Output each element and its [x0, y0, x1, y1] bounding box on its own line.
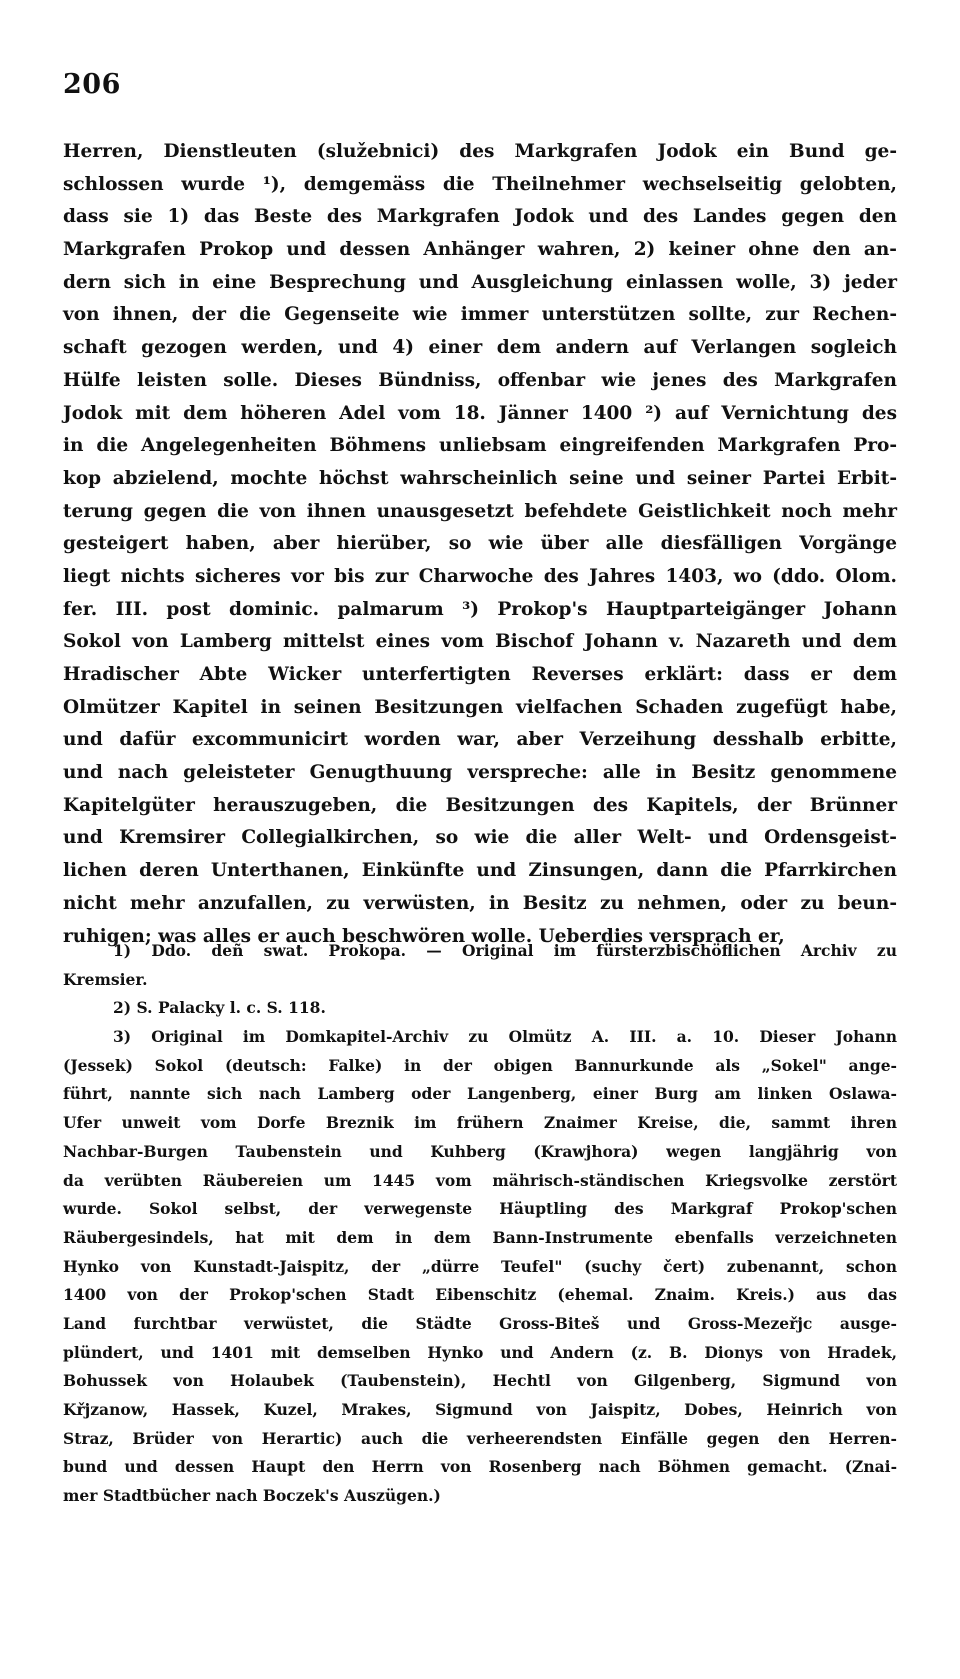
- footnote-line: plündert, und 1401 mit demselben Hynko und Andern (z. B. Dionys von Hradek,: [63, 1342, 897, 1362]
- footnote-line: Land furchtbar verwüstet, die Städte Gross-Biteš und Gross-Mezeřjc ausge-: [63, 1313, 897, 1333]
- text-line: lichen deren Unterthanen, Einkünfte und Zinsungen, dann die Pfarrkirchen: [63, 860, 897, 882]
- footnote-line: wurde. Sokol selbst, der verwegenste Häuptling des Markgraf Prokop'schen: [63, 1199, 897, 1219]
- text-line: und Kremsirer Collegialkirchen, so wie die aller Welt- und Ordensgeist-: [63, 827, 897, 849]
- text-line: dass sie 1) das Beste des Markgrafen Jodok und des Landes gegen den: [63, 206, 897, 228]
- footnote-line: Nachbar-Burgen Taubenstein und Kuhberg (Krawjhora) wegen langjährig von: [63, 1141, 897, 1161]
- footnote-line: Straz, Brüder von Herartic) auch die verheerendsten Einfälle gegen den Herren-: [63, 1428, 897, 1448]
- page-number: 206: [63, 69, 121, 100]
- footnote-line: 2) S. Palacky l. c. S. 118.: [113, 998, 326, 1018]
- footnote-line: bund und dessen Haupt den Herrn von Rosenberg nach Böhmen gemacht. (Znai-: [63, 1457, 897, 1477]
- main-text: [63, 136, 897, 953]
- footnote-line: Ufer unweit vom Dorfe Breznik im frühern Znaimer Kreise, die, sammt ihren: [63, 1113, 897, 1133]
- text-line: und nach geleisteter Genugthuung verspreche: alle in Besitz genommene: [63, 762, 897, 784]
- text-line: Hülfe leisten solle. Dieses Bündniss, offenbar wie jenes des Markgrafen: [63, 369, 897, 391]
- text-line: in die Angelegenheiten Böhmens unliebsam eingreifenden Markgrafen Pro-: [63, 435, 897, 457]
- text-line: Kapitelgüter herauszugeben, die Besitzungen des Kapitels, der Brünner: [63, 794, 897, 816]
- footnote-line: da verübten Räubereien um 1445 vom mährisch-ständischen Kriegsvolke zerstört: [63, 1170, 897, 1190]
- text-line: Olmützer Kapitel in seinen Besitzungen vielfachen Schaden zugefügt habe,: [63, 696, 897, 718]
- footnote-line: Křjzanow, Hassek, Kuzel, Mrakes, Sigmund von Jaispitz, Dobes, Heinrich von: [63, 1400, 897, 1419]
- text-line: dern sich in eine Besprechung und Ausgleichung einlassen wolle, 3) jeder: [63, 271, 897, 293]
- text-line: Jodok mit dem höheren Adel vom 18. Jänner 1400 ²) auf Vernichtung des: [63, 402, 897, 424]
- footnotes: [63, 937, 897, 1511]
- footnote-line: 1400 von der Prokop'schen Stadt Eibenschitz (ehemal. Znaim. Kreis.) aus das: [63, 1285, 897, 1305]
- footnote-line: 3) Original im Domkapitel-Archiv zu Olmütz A. III. a. 10. Dieser Johann: [113, 1027, 897, 1047]
- text-line: nicht mehr anzufallen, zu verwüsten, in Besitz zu nehmen, oder zu beun-: [63, 892, 897, 914]
- text-line: Herren, Dienstleuten (služebnici) des Markgrafen Jodok ein Bund ge-: [63, 141, 897, 162]
- text-line: schlossen wurde ¹), demgemäss die Theilnehmer wechselseitig gelobten,: [63, 173, 897, 195]
- text-line: Hradischer Abte Wicker unterfertigten Reverses erklärt: dass er dem: [63, 664, 897, 685]
- footnote-line: (Jessek) Sokol (deutsch: Falke) in der obigen Bannurkunde als „Sokel" ange-: [63, 1055, 897, 1075]
- footnote-line: Kremsier.: [63, 969, 148, 989]
- text-line: ruhigen; was alles er auch beschwören wolle. Ueberdies versprach er,: [63, 925, 785, 947]
- footnote-line: mer Stadtbücher nach Boczek's Auszügen.): [63, 1486, 441, 1506]
- footnote-line: Bohussek von Holaubek (Taubenstein), Hechtl von Gilgenberg, Sigmund von: [63, 1371, 897, 1391]
- text-line: Sokol von Lamberg mittelst eines vom Bischof Johann v. Nazareth und dem: [63, 631, 897, 653]
- text-line: kop abzielend, mochte höchst wahrscheinlich seine und seiner Partei Erbit-: [63, 467, 897, 489]
- text-line: terung gegen die von ihnen unausgesetzt befehdete Geistlichkeit noch mehr: [63, 500, 897, 522]
- text-line: und dafür excommunicirt worden war, aber Verzeihung desshalb erbitte,: [63, 729, 897, 751]
- footnote-line: Hynko von Kunstadt-Jaispitz, der „dürre Teufel" (suchy čert) zubenannt, schon: [63, 1256, 897, 1276]
- footnote-line: führt, nannte sich nach Lamberg oder Langenberg, einer Burg am linken Oslawa-: [63, 1084, 897, 1104]
- text-line: schaft gezogen werden, und 4) einer dem andern auf Verlangen sogleich: [63, 337, 897, 359]
- text-line: von ihnen, der die Gegenseite wie immer unterstützen sollte, zur Rechen-: [63, 304, 897, 326]
- text-line: liegt nichts sicheres vor bis zur Charwoche des Jahres 1403, wo (ddo. Olom.: [63, 565, 897, 587]
- text-line: Markgrafen Prokop und dessen Anhänger wahren, 2) keiner ohne den an-: [63, 239, 897, 261]
- footnote-line: Räubergesindels, hat mit dem in dem Bann-Instrumente ebenfalls verzeichneten: [63, 1227, 897, 1247]
- text-line: gesteigert haben, aber hierüber, so wie über alle diesfälligen Vorgänge: [63, 533, 897, 555]
- text-line: fer. III. post dominic. palmarum ³) Prokop's Hauptparteigänger Johann: [63, 598, 897, 620]
- footnote-line: 1) Ddo. deñ swat. Prokopa. — Original im fürsterzbischöflichen Archiv zu: [113, 941, 897, 960]
